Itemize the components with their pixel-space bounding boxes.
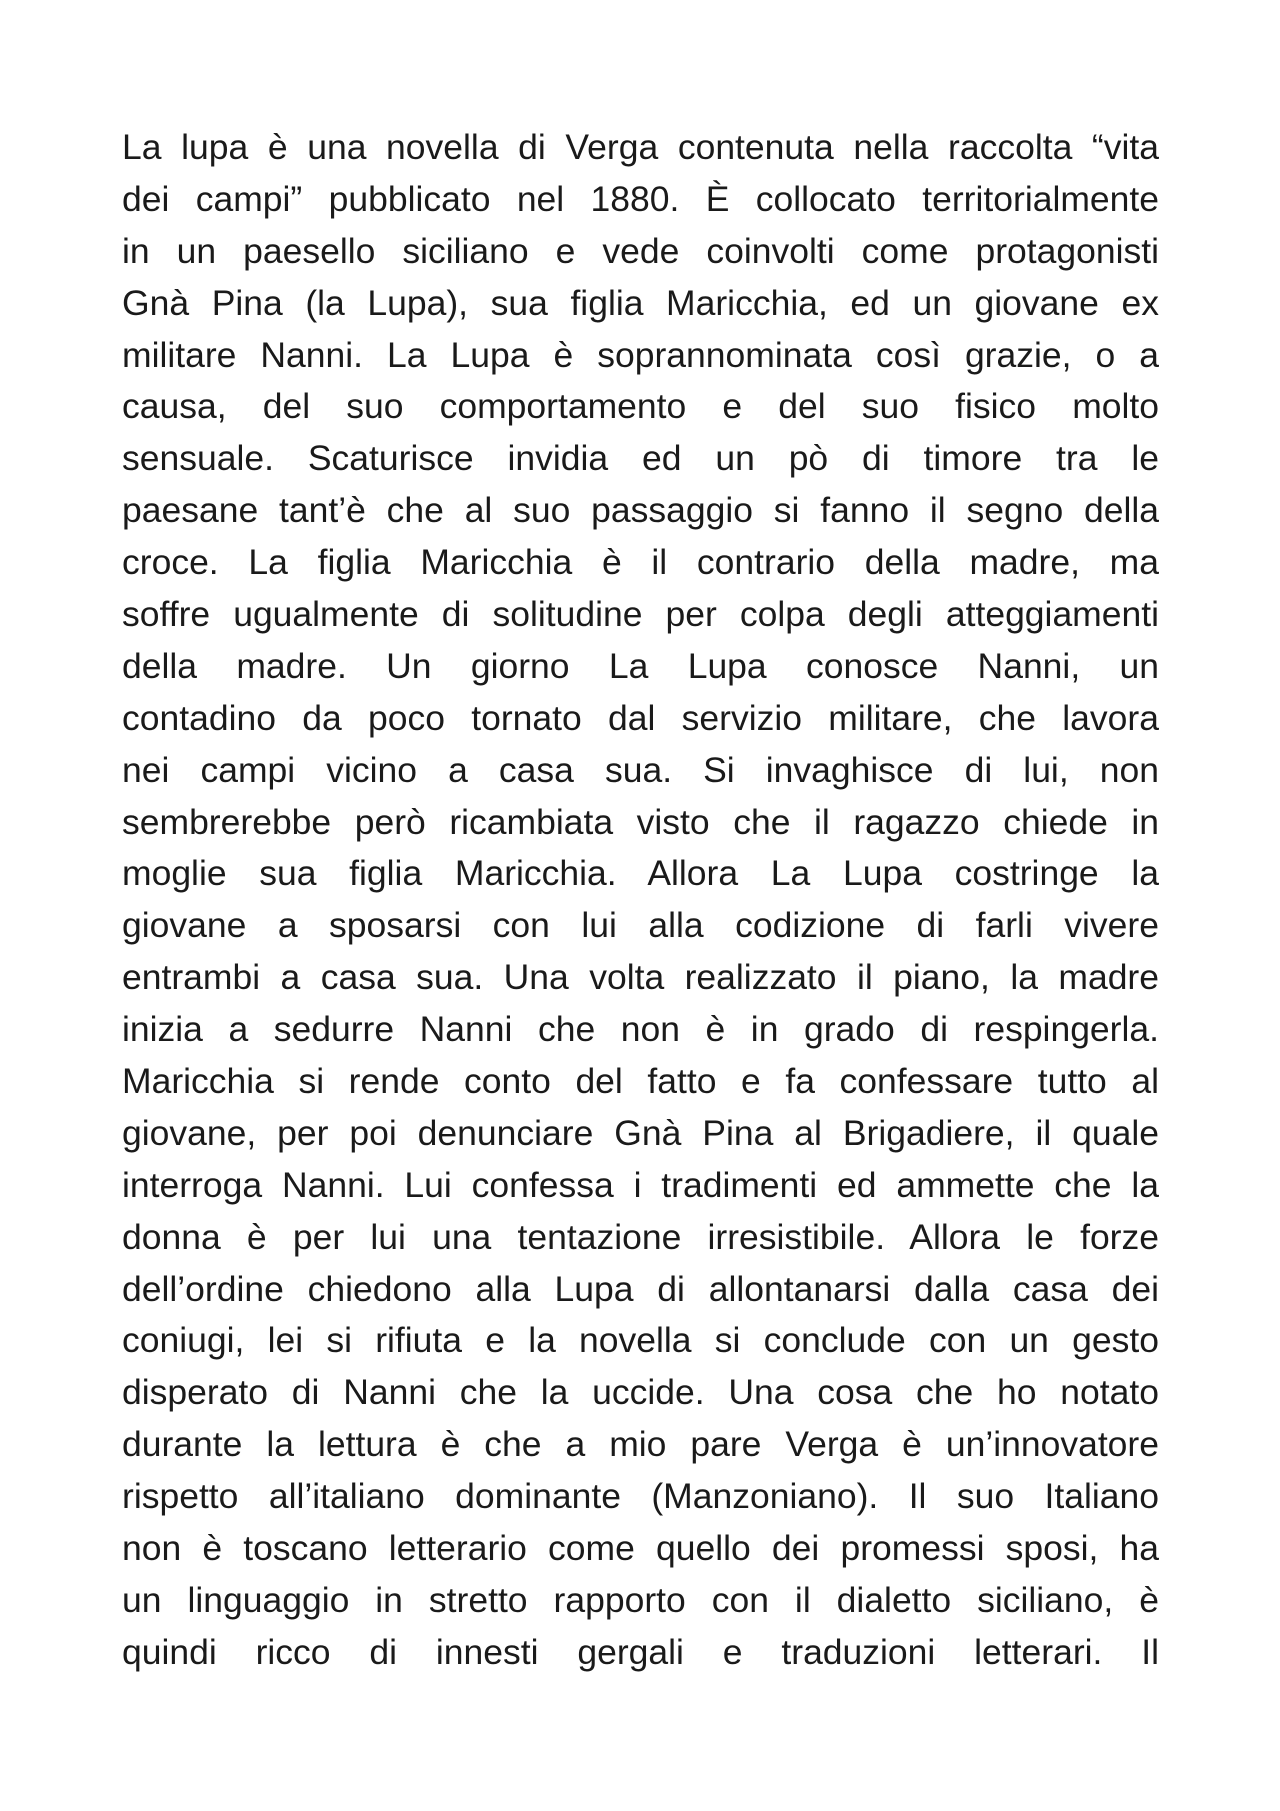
text-line: dell’ordine chiedono alla Lupa di allontanarsi dalla casa dei [122,1268,1159,1309]
text-line: paesane tant’è che al suo passaggio si fanno il segno della [122,490,1159,531]
text-line: causa, del suo comportamento e del suo fisico molto [122,386,1159,427]
text-line: entrambi a casa sua. Una volta realizzato il piano, la madre [122,957,1159,998]
text-line: della madre. Un giorno La Lupa conosce Nanni, un [122,645,1159,686]
text-line: coniugi, lei si rifiuta e la novella si conclude con un gesto [122,1320,1159,1361]
text-line: rispetto all’italiano dominante (Manzoniano). Il suo Italiano [122,1476,1159,1517]
text-line: in un paesello siciliano e vede coinvolti come protagonisti [122,230,1159,271]
text-line: giovane a sposarsi con lui alla codizione di farli vivere [122,905,1159,946]
text-line: quindi ricco di innesti gergali e traduzioni letterari. Il [122,1631,1159,1672]
text-line: non è toscano letterario come quello dei promessi sposi, ha [122,1528,1159,1569]
text-line: inizia a sedurre Nanni che non è in grado di respingerla. [122,1009,1159,1050]
text-line: Gnà Pina (la Lupa), sua figlia Maricchia, ed un giovane ex [122,282,1159,323]
text-line: La lupa è una novella di Verga contenuta nella raccolta “vita [122,127,1159,167]
text-line: militare Nanni. La Lupa è soprannominata così grazie, o a [122,334,1159,375]
text-line: soffre ugualmente di solitudine per colpa degli atteggiamenti [122,594,1159,635]
text-line: nei campi vicino a casa sua. Si invaghisce di lui, non [122,749,1159,790]
text-line: sensuale. Scaturisce invidia ed un pò di timore tra le [122,438,1159,479]
text-line: moglie sua figlia Maricchia. Allora La Lupa costringe la [122,853,1159,894]
text-line: giovane, per poi denunciare Gnà Pina al Brigadiere, il quale [122,1112,1159,1153]
text-line: durante la lettura è che a mio pare Verga è un’innovatore [122,1424,1159,1465]
text-line: un linguaggio in stretto rapporto con il dialetto siciliano, è [122,1579,1159,1620]
text-line: donna è per lui una tentazione irresistibile. Allora le forze [122,1216,1159,1257]
text-line: contadino da poco tornato dal servizio militare, che lavora [122,697,1159,738]
text-line: interroga Nanni. Lui confessa i tradimenti ed ammette che la [122,1164,1159,1205]
text-line: croce. La figlia Maricchia è il contrario della madre, ma [122,542,1159,583]
text-line: sembrerebbe però ricambiata visto che il ragazzo chiede in [122,801,1159,842]
text-line: Maricchia si rende conto del fatto e fa confessare tutto al [122,1061,1159,1102]
text-line: disperato di Nanni che la uccide. Una cosa che ho notato [122,1372,1159,1413]
text-line: dei campi” pubblicato nel 1880. È collocato territorialmente [122,178,1159,219]
body-text [122,122,1159,1679]
